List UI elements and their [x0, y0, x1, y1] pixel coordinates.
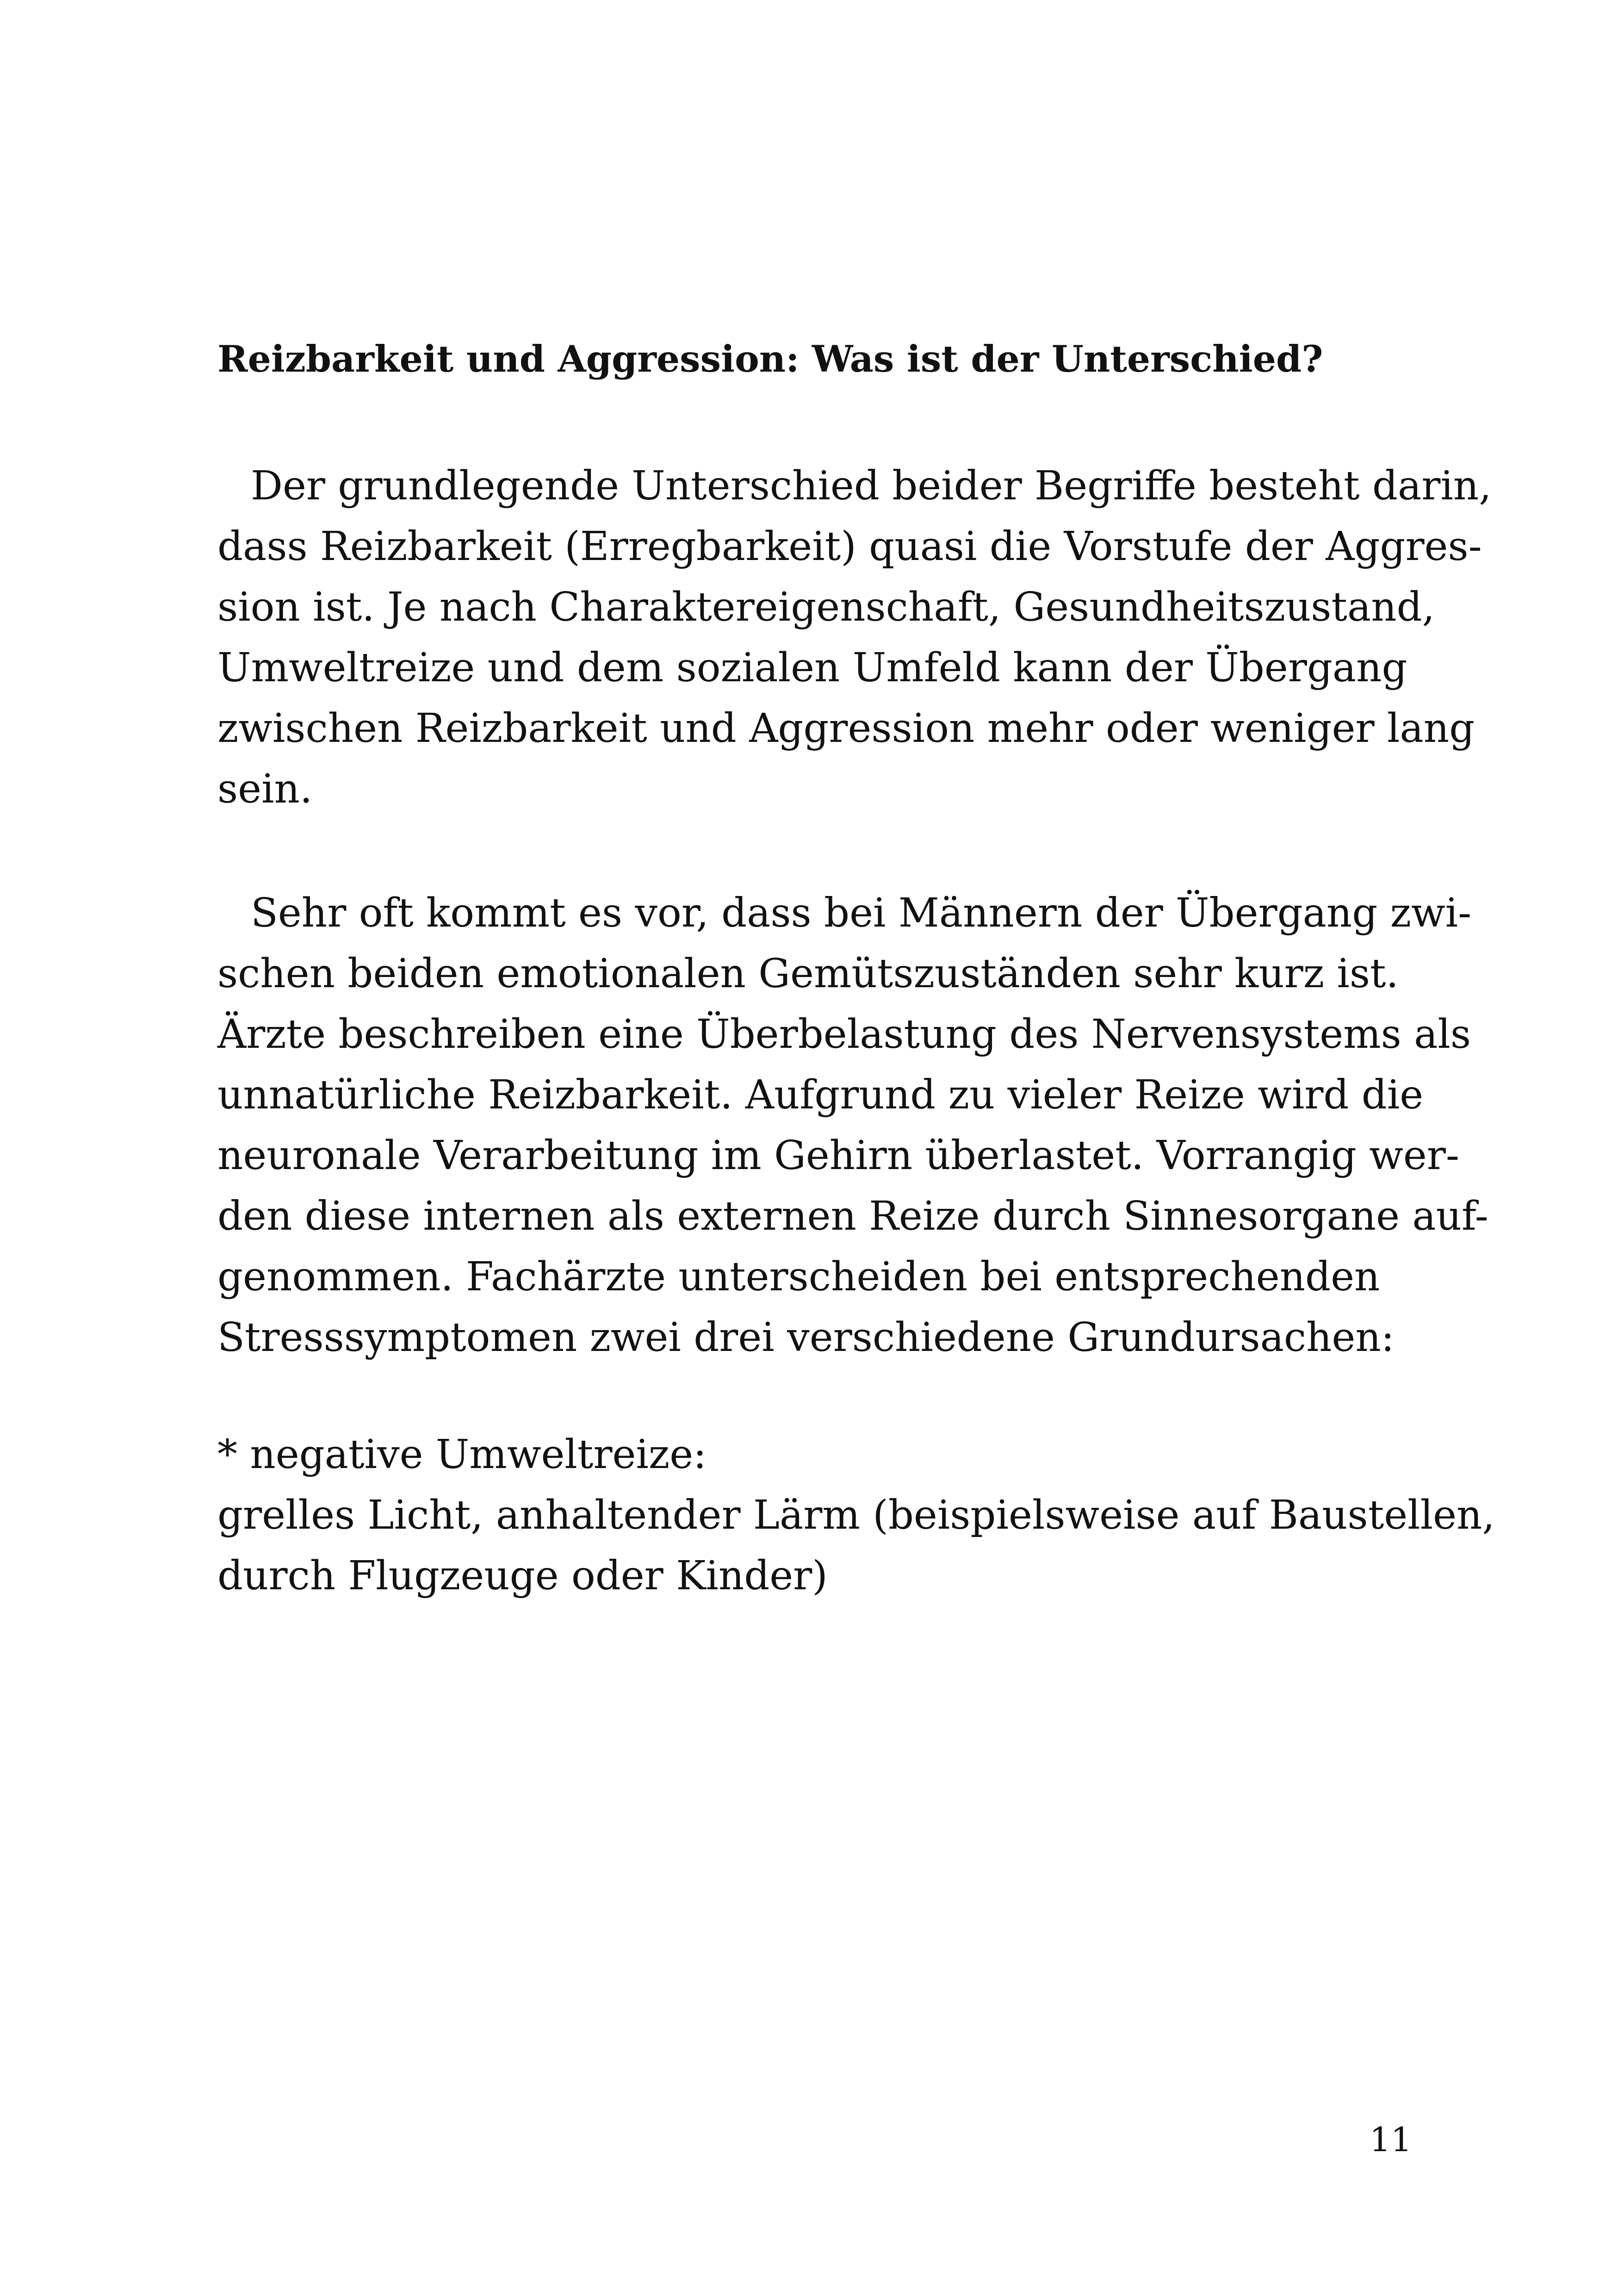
paragraph-line: Umweltreize und dem sozialen Umfeld kann der Übergang [217, 645, 1407, 691]
paragraph-line: neuronale Verarbeitung im Gehirn überlastet. Vorrangig wer- [217, 1132, 1459, 1179]
paragraph-line: Stresssymptomen zwei drei verschiedene Grundursachen: [217, 1314, 1395, 1361]
paragraph-2 [217, 883, 1488, 1368]
paragraph-line: sion ist. Je nach Charaktereigenschaft, Gesundheitszustand, [217, 584, 1435, 630]
bullet-list-item [217, 1425, 1495, 1606]
paragraph-line: schen beiden emotionalen Gemütszuständen sehr kurz ist. [217, 951, 1399, 997]
paragraph-line: dass Reizbarkeit (Erregbarkeit) quasi die Vorstufe der Aggres- [217, 523, 1482, 570]
paragraph-line: Ärzte beschreiben eine Überbelastung des Nervensystems als [217, 1011, 1471, 1058]
paragraph-line: den diese internen als externen Reize durch Sinnesorgane auf- [217, 1193, 1488, 1239]
paragraph-line: genommen. Fachärzte unterscheiden bei entsprechenden [217, 1254, 1380, 1300]
paragraph-line: sein. [217, 766, 313, 812]
paragraph-line: Der grundlegende Unterschied beider Begriffe besteht darin, [251, 463, 1492, 509]
paragraph-line: unnatürliche Reizbarkeit. Aufgrund zu vieler Reize wird die [217, 1072, 1424, 1118]
paragraph-1 [217, 456, 1492, 820]
page-number: 11 [1370, 2120, 1412, 2159]
list-item-title: * negative Umweltreize: [217, 1431, 707, 1478]
paragraph-line: zwischen Reizbarkeit und Aggression mehr oder weniger lang [217, 705, 1475, 752]
paragraph-line: Sehr oft kommt es vor, dass bei Männern der Übergang zwi- [251, 890, 1472, 936]
list-item-line: durch Flugzeuge oder Kinder) [217, 1553, 828, 1599]
section-heading: Reizbarkeit und Aggression: Was ist der Unterschied? [217, 337, 1323, 380]
list-item-line: grelles Licht, anhaltender Lärm (beispielsweise auf Baustellen, [217, 1492, 1495, 1538]
